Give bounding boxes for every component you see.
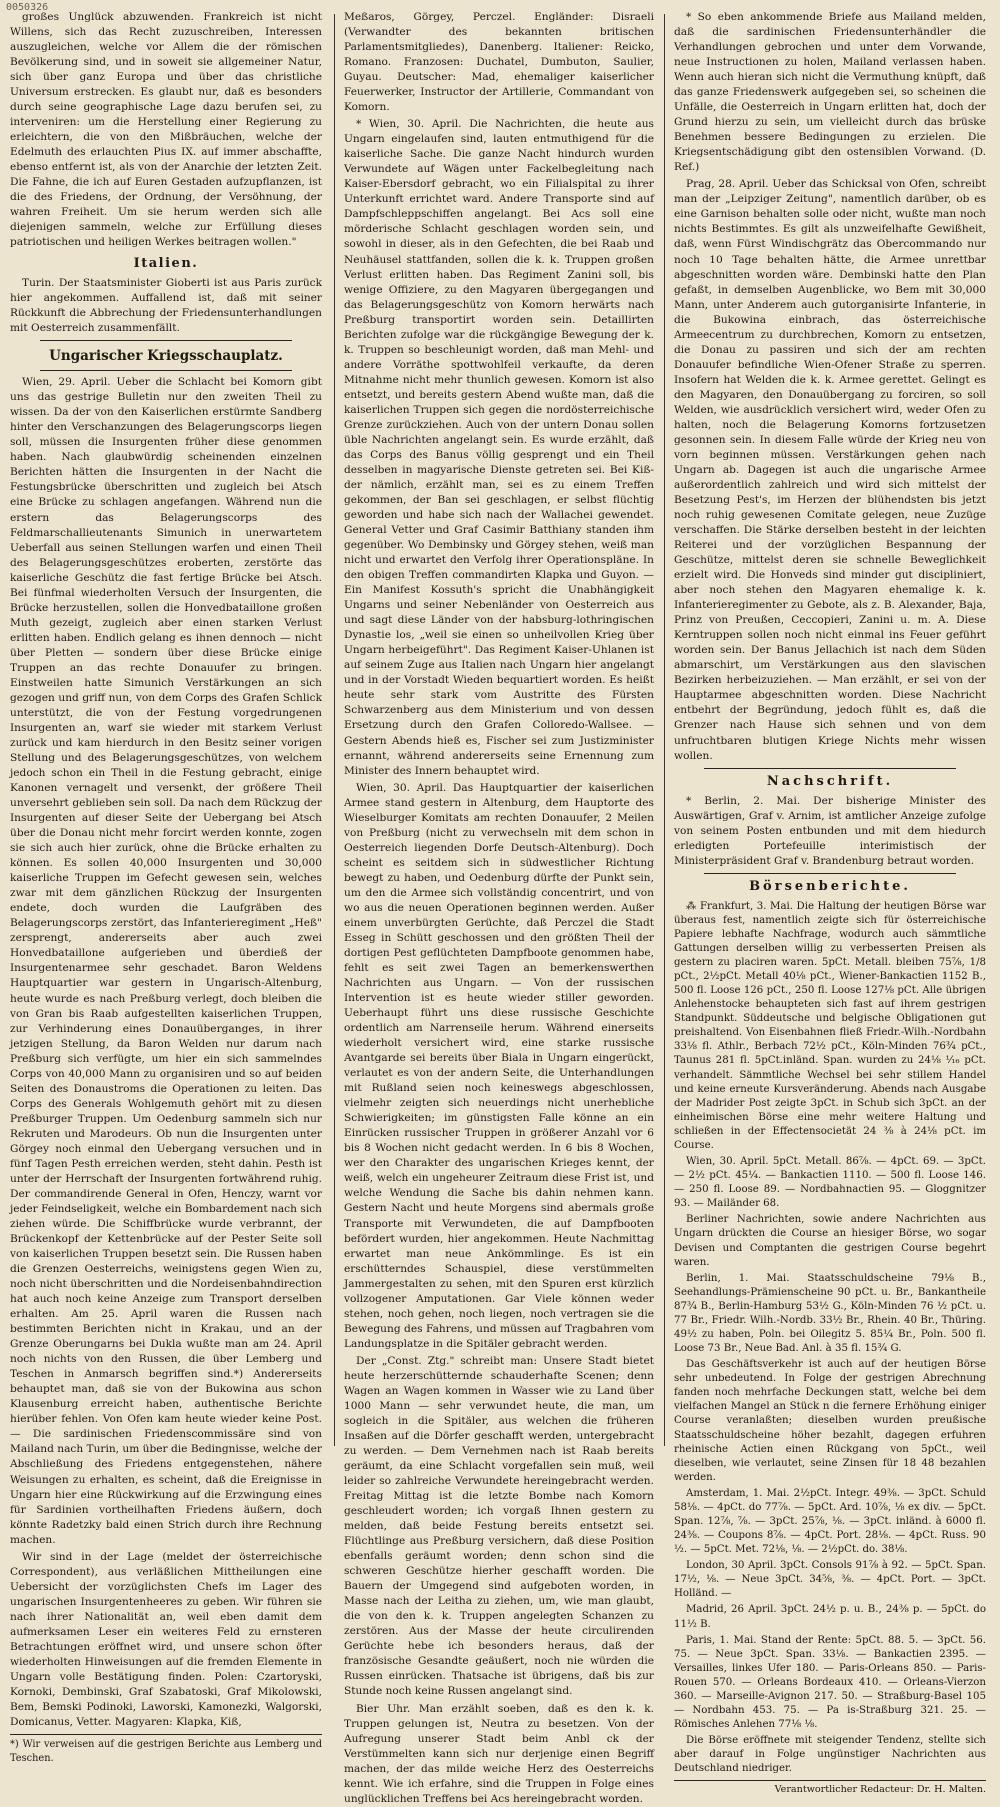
divider <box>40 340 292 341</box>
page-id: 0050326 <box>6 2 49 13</box>
section-heading-war: Ungarischer Kriegsschauplatz. <box>49 348 283 365</box>
market-report: ⁂ Frankfurt, 3. Mai. Die Haltung der heutigen Börse war überaus fest, namentlich zeigte sich für österreichische Papiere lebhafte Nachfrage, wodurch auch sämmtliche Gattungen derselben willig zu verbesserten Preisen als gestern zu placiren waren. 5pCt. Metall. bleiben 75⅞, 1/8 pCt., 2½pCt. Metall 40⅛ pCt., Wiener-Bankactien 1152 B., 500 fl. Loose 126 pCt., 250 fl. Loose 127⅛ pCt. Alle übrigen Anlehenstocke behaupteten sich fast auf ihrem gestrigen Standpunkt. Süddeutsche und belgische Obligationen gut preishaltend. Von Eisenbahnen fließ Friedr.-Wilh.-Nordbahn 33⅛ fl. Athlr., Berbach 72½ pCt., Köln-Minden 76¾ pCt., Taunus 281 fl. 5pCt.inländ. Span. wurden zu 24⅛ ⅟₁₆ pCt. verhandelt. Sämmtliche Wechsel bei sehr stillem Handel und keine erneute Kursveränderung. Abends nach Ausgabe der Madrider Post zeigte 3pCt. in Schub sich 3pCt. an der einheimischen Börse eine mehr weitere Haltung und schließen in der Effectensocietät 24 ⅜ à 24⅛ pCt. im Course. <box>674 900 986 1151</box>
market-report: Die Börse eröffnete mit steigender Tendenz, stellte sich aber darauf in Folge ungünstiger Nachrichten aus Deutschland niedriger. <box>674 1735 986 1775</box>
market-report: Madrid, 26 April. 3pCt. 24½ p. u. B., 24⅜ p. — 5pCt. do 11½ B. <box>674 1604 986 1630</box>
article-text: Bier Uhr. Man erzählt soeben, daß es den k. k. Truppen gelungen ist, Neutra zu besetzen. Von der Aufregung unserer Stadt beim Anbl ck der Verstümmelten kann sich nur derjenige einen Begriff machen, der das milde weiche Herz des Oesterreichs kennt. Wie ich erfahre, sind die Truppen in Folge eines unglücklichen Treffens bei Acs hereingebracht worden. <box>344 1702 654 1805</box>
article-text: großes Unglück abzuwenden. Frankreich ist nicht Willens, sich das Recht zuzuschreiben, Interessen auszugleichen, welche vor Allem die der römischen Bevölkerung sind, und in soweit sie allgemeiner Natur, sich über ganz Europa und über das christliche Universum erstrecken. Es glaubt nur, daß es besonders durch seine geographische Lage dazu berufen sei, zu interveniren: um die Herstellung einer Regierung zu erleichtern, die von den Mißbräuchen, welche der Edelmuth des erlauchten Pius IX. auf immer abschaffte, ebenso entfernt ist, als von der Anarchie der letzten Zeit. Die Fahne, die ich auf Euren Gestaden aufzupflanzen, ist die des Friedens, der Ordnung, der Versöhnung, der wahren Freiheit. Um sie herum werden sich alle diejenigen sammeln, welche zur Erfüllung dieses patriotischen und heiligen Werkes beitragen wollen." <box>10 11 322 249</box>
market-report: Paris, 1. Mai. Stand der Rente: 5pCt. 88. 5. — 3pCt. 56. 75. — Neue 3pCt. Span. 33⅛. — Bankactien 2395. — Versailles, linkes Ufer 180. — Paris-Orleans 850. — Paris-Rouen 570. — Orleans Bordeaux 410. — Orleans-Vierzon 360. — Marseille-Avignon 217. 50. — Straßburg-Basel 105 — Nordbahn 453. 75. — Pa is-Straßburg 321. 25. — Römisches Anlehen 77⅛ ⅛. <box>674 1634 986 1731</box>
market-reports <box>674 900 986 1777</box>
footnote: *) Wir verweisen auf die gestrigen Berichte aus Lemberg und Teschen. <box>10 1734 322 1766</box>
editor-credit: Verantwortlicher Redacteur: Dr. H. Malten. <box>674 1780 986 1797</box>
market-report: Wien, 30. April. 5pCt. Metall. 86⅞. — 4pCt. 69. — 3pCt. — 2½ pCt. 45¼. — Bankactien 1110. — 500 fl. Loose 146. — 250 fl. Loose 89. — Nordbahnactien 95. — Gloggnitzer 93. — Mailänder 68. <box>674 1156 986 1210</box>
column-1 <box>10 10 322 1764</box>
section-heading-stock-reports: Börsenberichte. <box>749 879 911 895</box>
newspaper-page <box>10 10 990 1805</box>
column-3 <box>674 10 986 1796</box>
article-text: Turin. Der Staatsminister Gioberti ist aus Paris zurück hier angekommen. Auffallend ist, daß mit seiner Rückkunft die Abbrechung der Friedensunterhandlungen mit Oesterreich zusammenfällt. <box>10 276 322 335</box>
article-text: * So eben ankommende Briefe aus Mailand melden, daß die sardinischen Friedensunterhändler die Verhandlungen gebrochen und unter dem Vorwande, neue Instructionen zu holen, Mailand verlassen haben. Wenn auch hieran sich nicht die Vermuthung knüpft, daß das ganze Friedenswerk aufgegeben sei, so scheinen die Unfälle, die Oesterreich in Ungarn erlitten hat, doch der Grund hierzu zu sein, um vielleicht durch das brüske Benehmen bessere Bedingungen zu erzielen. Die Kriegsentschädigung gibt den ostensiblen Vorwand. (D. Ref.) <box>674 11 986 174</box>
article-text: * Wien, 30. April. Die Nachrichten, die heute aus Ungarn eingelaufen sind, lauten entmuthigend für die kaiserliche Sache. Die ganze Nacht hindurch wurden Verwundete auf Wägen unter Fackelbegleitung nach Kaiser-Ebersdorf gebracht, wo ein Filialspital zu ihrer Unterkunft errichtet ward. Andere Transporte sind auf Dampfschleppschiffen angelangt. Bei Acs soll eine mörderische Schlacht geschlagen worden sein, und sowohl in dieser, als in den Gefechten, die bei Raab und Neuhäusel stattfanden, sollen die k. k. Truppen großen Verlust erlitten haben. Das Regiment Zanini soll, bis wenige Offiziere, zu den Magyaren übergegangen und das Belagerungsgeschütz von Komorn herwärts nach Preßburg transportirt worden sein. Detaillirten Berichten zufolge war die rückgängige Bewegung der k. k. Truppen so beschleunigt worden, daß man Mehl- und andere Vorräthe spottwohlfeil verkaufte, da deren Mitnahme nicht mehr thunlich gewesen. Komorn ist also entsetzt, und bereits gestern Abend wußte man, daß die kaiserlichen Truppen sich gegen die nordösterreichische Grenze zurückziehen. Auch von der untern Donau sollen üble Nachrichten angelangt sein. Es wurde erzählt, daß das Corps des Banus völlig gesprengt und ein Theil desselben in magyarische Dienste getreten sei. Bei Kiß-der nämlich, erzählt man, sei es zu einem Treffen gekommen, der Ban sei geschlagen, er selbst flüchtig geworden und habe sich nach der Wallachei gewendet. General Vetter und Graf Casimir Batthiany standen ihm gegenüber. Wo Dembinsky und Görgey stehen, weiß man nicht und erwartet den Verfolg ihrer Operationspläne. In den obigen Treffen commandirten Klapka und Guyon. — Ein Manifest Kossuth's spricht die Unabhängigkeit Ungarns und seiner Nebenländer von Oesterreich aus und sagt diese Länder von der habsburg-lothringischen Dynastie los, „weil sie einen so unheilvollen Krieg über Ungarn herbeigeführt". Das Regiment Kaiser-Uhlanen ist auf seinem Zuge aus Italien nach Ungarn hier angelangt und in der Vorstadt Wieden bequartiert worden. Es heißt heute sehr stark vom Austritte des Fürsten Schwarzenberg aus dem Ministerium und von dessen Ersetzung durch den Grafen Colloredo-Wallsee. — Gestern Abends hieß es, Fischer sei zum Justizminister ernannt, während andererseits seine Ernennung zum Minister des Innern behauptet wird. <box>344 118 654 777</box>
section-heading-italy: Italien. <box>133 255 199 271</box>
article-text: Wien, 30. April. Das Hauptquartier der kaiserlichen Armee stand gestern in Altenburg, dem Hauptorte des Wieselburger Komitats am rechten Donauufer, 2 Meilen von Preßburg (nicht zu verwechseln mit dem schon in Oesterreich liegenden Dorfe Deutsch-Altenburg). Doch scheint es seitdem sich in südwestlicher Richtung bewegt zu haben, und Oedenburg dürfte der Punkt sein, um den die Armee sich vollständig concentrirt, und von wo aus die neuen Operationen beginnen werden. Außer einem unverbürgten Gerüchte, daß Perczel die Stadt Esseg in Schütt geschossen und den größten Theil der dortigen Pest geflüchteten Dampfboote genommen habe, fehlt es seit zwei Tagen an bemerkenswerthen Nachrichten aus Ungarn. — Von der russischen Intervention ist es heute wieder stiller geworden. Ueberhaupt führt uns diese russische Geschichte ordentlich am Narrenseile herum. Während einerseits wiederholt versichert wird, eine starke russische Avantgarde sei bereits über Biala in Ungarn eingerückt, verlautet es von der andern Seite, die Unterhandlungen mit Rußland seien noch keineswegs abgeschlossen, vielmehr zeigten sich neuerdings nicht unerhebliche Schwierigkeiten; im günstigsten Falle könne an ein Einrücken russischer Truppen in größerer Anzahl vor 6 bis 8 Wochen nicht gedacht werden. In 6 bis 8 Wochen, wer den Charakter des ungarischen Krieges kennt, der weiß, welch ein ungeheurer Zeitraum diese Frist ist, und welche Wendung die Sache bis dahin nehmen kann. Gestern Nacht und heute Morgens sind abermals große Transporte mit Verwundeten, die auf Dampfbooten befördert wurden, hier angekommen. Heute Nachmittag erwartet man neue Ankömmlinge. Es ist ein erschütterndes Schauspiel, diese verstümmelten Jammergestalten zu sehen, mit den Spuren erst kürzlich vollzogener Amputationen. Gar Viele können weder stehen, noch gehen, noch liegen, noch vertragen sie die Bewegung des Fahrens, und müssen auf Tragbahren vom Landungsplatze in die Spitäler gebracht werden. <box>344 781 654 1350</box>
divider <box>704 768 956 769</box>
market-report: Amsterdam, 1. Mai. 2½pCt. Integr. 49⅜. — 3pCt. Schuld 58⅛. — 4pCt. do 77⅞. — 5pCt. Ard. 10⅞, ⅛ ex div. — 5pCt. Span. 12⅞, ⅞. — 3pCt. 25⅞, ⅛. — 3pCt. inländ. à 6000 fl. 24⅜. — Coupons 8⅞. — 4pCt. Port. 28⅛. — 4pCt. Russ. 90 ½. — 5pCt. Met. 72⅛, ⅛. — 2½pCt. do. 38⅛. <box>674 1487 986 1556</box>
section-heading-postscript: Nachschrift. <box>766 773 894 789</box>
column-divider <box>664 14 665 1446</box>
divider <box>40 370 292 371</box>
article-text: Meßaros, Görgey, Perczel. Engländer: Disraeli (Verwandter des bekannten britischen Parlamentsmitgliedes), Danenberg. Italiener: Reicko, Romano. Franzosen: Duchatel, Dumbuton, Saulier, Guyau. Deutscher: Mad, ehemaliger kaiserlicher Feuerwerker, Instructor der Artillerie, Commandant von Komorn. <box>344 11 654 114</box>
market-report: Das Geschäftsverkehr ist auch auf der heutigen Börse sehr unbedeutend. In Folge der gestrigen Abrechnung fanden noch mehrfache Deckungen statt, welche bei dem vielfachen Mangel an Stück n die fernere Erhöhung einiger Course veranlaßten; dieselben wurden preußische Staatsschuldscheine höher bezahlt, dagegen erfuhren rheinische Actien einen Rückgang von 5pCt., weil dieselben, wie verlautet, seine Zinsen für 18 48 bezahlen werden. <box>674 1359 986 1483</box>
market-report: Berliner Nachrichten, sowie andere Nachrichten aus Ungarn drückten die Course an hiesiger Börse, wo sogar Devisen und Comptanten die gestrigen Course begehrt waren. <box>674 1214 986 1268</box>
column-2 <box>344 10 654 1805</box>
divider <box>704 873 956 874</box>
article-text: Prag, 28. April. Ueber das Schicksal von Ofen, schreibt man der „Leipziger Zeitung", namentlich darüber, ob es eine Garnison behalten solle oder nicht, wußte man noch nichts Bestimmtes. Es gilt als unzweifelhafte Gewißheit, daß, wenn Fürst Windischgrätz das Obercommando nur noch 10 Tage behalten hätte, die Armee unrettbar abgeschnitten worden wäre. Dembinski hatte den Plan gefaßt, in demselben Augenblicke, wo Bem mit 30,000 Mann, unter Anderem auch gutorganisirte Infanterie, in die Bukowina einbrach, das österreichische Armeecentrum zu durchbrechen, Komorn zu entsetzen, die Donau zu passiren und sich der am rechten Donauufer befindliche Wien-Ofener Straße zu sperren. Insofern hat Welden die k. k. Armee gerettet. Gelingt es den Magyaren, den Donauübergang zu forciren, so soll Welden, wie ausdrücklich versichert wird, weder Ofen zu halten, noch die Belagerung Komorns fortzusetzen gesonnen sein. In diesem Falle würde der Krieg neu von vorn beginnen müssen. Verstärkungen gehen nach Ungarn ab. Dagegen ist auch die ungarische Armee außerordentlich zahlreich und wird sich mittelst der Besetzung Pest's, im Herzen der blühendsten bis jetzt noch ruhig gewesenen Comitate gelegen, neue Zuzüge verschaffen. Die Stärke derselben besteht in der leichten Reiterei und der vorzüglichen Bespannung der Geschütze, mittelst deren sie schnelle Beweglichkeit erzielt wird. Die Honveds sind minder gut discipliniert, aber noch stehen den Magyaren ehemalige k. k. Infanterieregimenter zu Gebote, als z. B. Alexander, Baja, Prinz von Preußen, Ceccopieri, Zanini u. m. A. Diese Kerntruppen sollen noch nicht einmal ins Feuer geführt worden sein. Der Banus Jellachich ist nach dem Süden abmarschirt, um Verstärkungen aus den slavischen Bezirken herbeizuziehen. — Man erzählt, er sei von der Hauptarmee abgeschnitten worden. Diese Nachricht entbehrt der Begründung, jedoch fühlt es, daß die Grenzer nach Hause sich sehnen und von dem unfruchtbaren blutigen Kriege Nichts mehr wissen wollen. <box>674 178 986 762</box>
article-text: Wir sind in der Lage (meldet der österreichische Correspondent), aus verläßlichen Mittheilungen eine Uebersicht der vorzüglichsten Chefs im Lager des ungarischen Insurgentenheeres zu geben. Wir führen sie nach ihrer Nationalität an, weil eben damit dem aufmerksamen Leser ein weiteres Feld zu ernsteren Betrachtungen eröffnet wird, und unsere schon öfter wiederholten Hinweisungen auf die fremden Elemente in Ungarn volle Bestätigung finden. Polen: Czartoryski, Kornoki, Dembinski, Graf Szabatoski, Graf Mikolowski, Bem, Bemski Podinoki, Laworski, Kamonezki, Walgorski, Domicanus, Vetter. Magyaren: Klapka, Kiß, <box>10 1550 322 1729</box>
market-report: London, 30 April. 3pCt. Consols 91⅞ à 92. — 5pCt. Span. 17½, ⅛. — Neue 3pCt. 34⅝, ⅜. — 4pCt. Port. — 3pCt. Holländ. — <box>674 1560 986 1600</box>
article-text: Der „Const. Ztg." schreibt man: Unsere Stadt bietet heute herzerschütternde schauderhafte Scenen; denn Wagen an Wagen kommen in Wasser wie zu Land über 1000 Mann — sehr verwundet heute, die man, um sogleich in die Spitäler, aus welchen die früheren Insaßen auf die Dörfer geschafft werden, untergebracht zu werden. — Dem Vernehmen nach ist Raab bereits geräumt, da eine Schlacht vorgefallen sein muß, weil leider so zahlreiche Verwundete hereingebracht werden. Freitag Mittag ist die letzte Bombe nach Komorn geschleudert worden; ich vorgaß Ihnen gestern zu melden, daß beide Festung bereits entsetzt sei. Flüchtlinge aus Preßburg versichern, daß diese Position ebenfalls geräumt worden; denn schon sind die schweren Geschütze hierher geschafft worden. Die Bauern der Umgegend sind aufgeboten worden, in Masse nach der Leitha zu ziehen, um, wie man glaubt, die von den k. k. Truppen angelegten Schanzen zu zerstören. Aus der Masse der heute circulirenden Gerüchte hebe ich besonders heraus, daß der französische Gesandte geäußert, noch nie würden die Russen einrücken. Thatsache ist übrigens, daß bis zur Stunde noch keine Russen angelangt sind. <box>344 1354 654 1698</box>
column-divider <box>334 14 335 1446</box>
article-text: * Berlin, 2. Mai. Der bisherige Minister des Auswärtigen, Graf v. Arnim, ist amtlicher Anzeige zufolge von seinem Posten entbunden und mit dem hiedurch erledigten Portefeuille interimistisch der Ministerpräsident Graf v. Brandenburg betraut worden. <box>674 795 986 868</box>
market-report: Berlin, 1. Mai. Staatsschuldscheine 79⅛ B., Seehandlungs-Prämienscheine 90 pCt. u. Br., Bankantheile 87¾ B., Berlin-Hamburg 53½ G., Köln-Minden 76 ½ pCt. u. 77 Br., Friedr. Wilh.-Nordb. 33½ Br., Rhein. 40 Br., Thüring. 49½ zu haben, Poln. bei Oilegitz 5. 85¼ Br., Poln. 500 fl. Loose 73 Br., Neue Bad. Anl. à 35 fl. 15¾ G. <box>674 1272 986 1355</box>
article-text: Wien, 29. April. Ueber die Schlacht bei Komorn gibt uns das gestrige Bulletin nur den zweiten Theil zu wissen. Da der von den Kaiserlichen erstürmte Sandberg hinter den Verschanzungen des Belagerungscorps liegen soll, müssen die Insurgenten früher diese genommen haben. Nach glaubwürdig scheinenden einzelnen Berichten hätten die Insurgenten in der Nacht die Festungsbrücke überschritten und zugleich bei Atsch eine Brücke zu schlagen angefangen. Während nun die erstern das Belagerungscorps des Feldmarschallieutenants Simunich in unerwartetem Ueberfall aus seinen Stellungen warfen und einen Theil des Belagerungsgeschützes eroberten, zerstörte das kaiserliche Geschütz die fast fertige Brücke bei Atsch. Bei fünfmal wiederholten Versuch der Insurgenten, die Brücke herzustellen, sollen die Honvedbataillone großen Muth gezeigt, zugleich aber einen starken Verlust erlitten haben. Endlich gelang es ihnen dennoch — nicht über Pletten — sondern über diese Brücke einige Truppen an das rechte Donauufer zu bringen. Einstweilen hatte Simunich Verstärkungen an sich gezogen und griff nun, von dem Corps des Grafen Schlick unterstützt, die von der Festung vorgedrungenen Insurgenten an, warf sie wieder mit starkem Verlust zurück und kam hierdurch in den Besitz seiner vorigen Stellung und des Belagerungsgeschützes, von welchem jedoch schon ein Theil in die Festung gebracht, einige Kanonen vernagelt und versenkt, der größere Theil unversehrt geblieben sein soll. Da nach dem Rückzug der Insurgenten auf dieser Seite der Uebergang bei Atsch über die Donau nicht mehr forcirt werden konnte, zogen sie sich auch hier zurück, ohne die Brücke erhalten zu können. Es sollen 40,000 Insurgenten und 30,000 kaiserliche Truppen im Gefecht gewesen sein, welches zwar mit dem gänzlichen Rückzug der Insurgenten endete, doch wurden die Laufgräben des Belagerungscorps zerstört, das Infanterieregiment „Heß" zersprengt, andererseits aber auch zwei Honvedbataillone aufgerieben und überdieß der Insurgentenarmee sehr geschadet. Baron Weldens Hauptquartier war gestern in Ungarisch-Altenburg, heute wurde es nach Preßburg verlegt, doch bleiben die von Gran bis Raab aufgestellten kaiserlichen Truppen, zur Verhinderung eines Donauüberganges, in ihrer jetzigen Stellung, da Baron Welden nur darum nach Preßburg sich verfügte, um hier ein sich sammelndes Corps von 40,000 Mann zu organisiren und so auf beiden Seiten des Donaustroms die Operationen zu leiten. Das Corps des Generals Wohlgemuth gehört mit zu diesen Preßburger Truppen. Um Oedenburg sammeln sich nur Rekruten und Marodeurs. Ob nun die Insurgenten unter Görgey noch einmal den Uebergang versuchen und in fünf Tagen Pesth erreichen werden, steht dahin. Pesth ist unter der Herrschaft der Insurgenten fortwährend ruhig. Der commandirende General in Ofen, Henczy, warnt vor jeder Feindseligkeit, welche ein Bombardement nach sich ziehen würde. Die Schiffbrücke wurde verbrannt, der Brückenkopf der Kettenbrücke auf der Pester Seite soll von kaiserlichen Truppen besetzt sein. Die Russen haben die Grenzen Oesterreichs, weinigstens gegen Wien zu, noch nicht überschritten und die Nordeisenbahndirection hat auch noch keine Anzeige zum Transport derselben erhalten. Am 25. April waren die Russen nach bestimmten Berichten nicht in Krakau, und an der Grenze Oberungarns bei Dukla wußte man am 24. April noch nichts von den Russen, die über Lemberg und Teschen in Anmarsch begriffen sind.*) Andererseits behauptet man, daß sie von der Bukowina aus schon Klausenburg erreicht haben, authentische Berichte hierüber fehlen. Von Ofen kam heute wieder keine Post. — Die sardinischen Friedenscommissäre sind von Mailand nach Turin, um über die Bedingnisse, welche der Abschließung des Friedens entgegenstehen, nähere Weisungen zu erhalten, es scheint, daß die Ereignisse in Ungarn hier eine Rückwirkung auf die Erzwingung eines für Sardinien vortheilhaften Friedens äußern, doch könnte Radetzky bald einen Strich durch ihre Rechnung machen. <box>10 376 322 1546</box>
